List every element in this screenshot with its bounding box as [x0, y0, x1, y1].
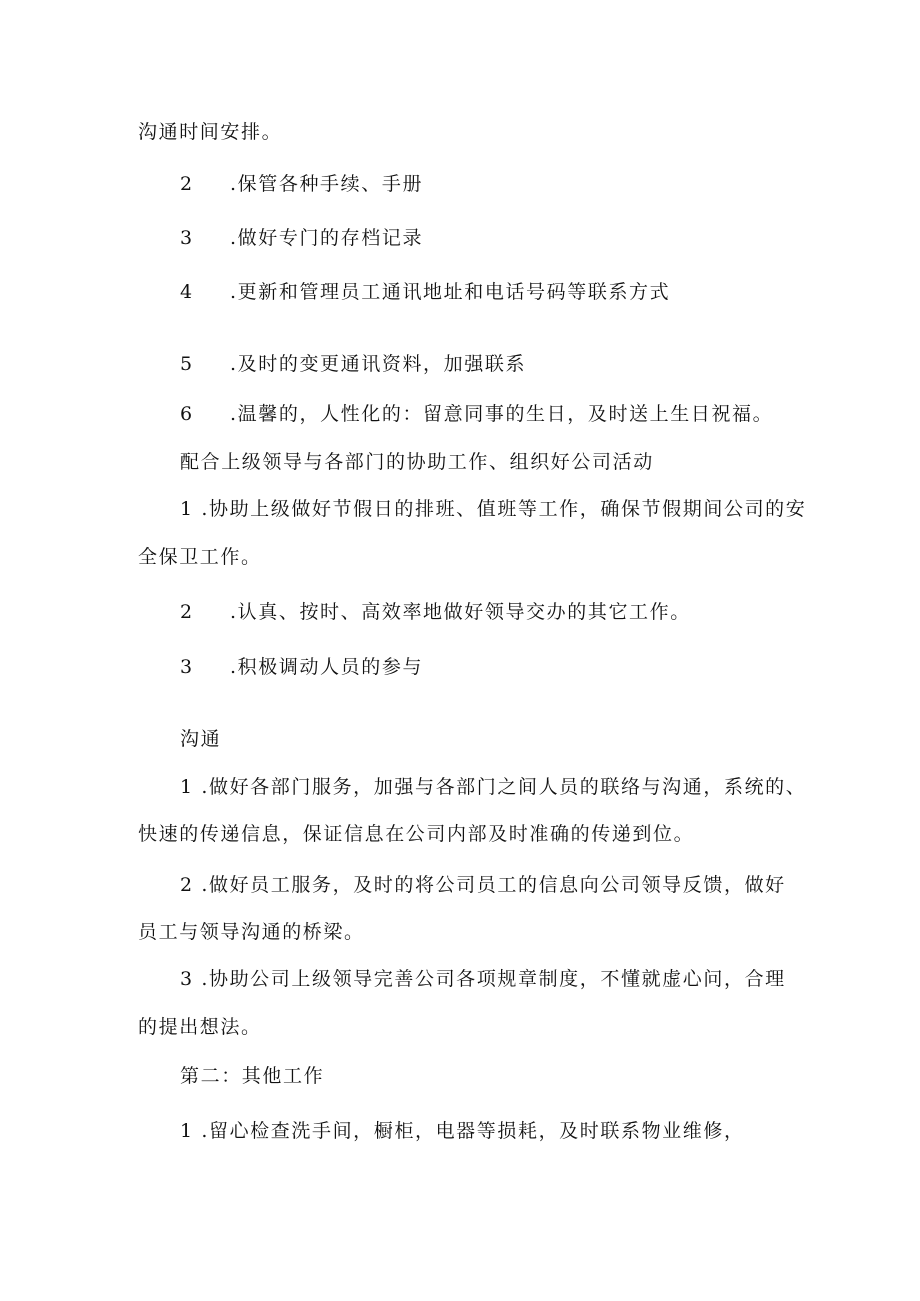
paragraph-line: 2 .做好员工服务，及时的将公司员工的信息向公司领导反馈，做好 [180, 874, 786, 896]
list-number: 3 [180, 656, 193, 678]
section-heading: 沟通 [180, 728, 222, 750]
paragraph-line: 3 .协助公司上级领导完善公司各项规章制度，不懂就虚心问，合理 [180, 968, 786, 990]
paragraph-line: 全保卫工作。 [138, 546, 262, 568]
text-line: 沟通时间安排。 [138, 121, 283, 143]
list-number: 2 [180, 173, 193, 195]
list-number: 4 [180, 281, 193, 303]
section-heading: 配合上级领导与各部门的协助工作、组织好公司活动 [180, 451, 654, 473]
list-item-text: .保管各种手续、手册 [230, 173, 424, 195]
section-heading: 第二：其他工作 [180, 1065, 325, 1087]
list-item-text: .温馨的，人性化的：留意同事的生日，及时送上生日祝福。 [230, 403, 774, 425]
paragraph-line: 1 .留心检查洗手间，橱柜，电器等损耗，及时联系物业维修， [180, 1120, 745, 1142]
paragraph-line: 1 .做好各部门服务，加强与各部门之间人员的联络与沟通，系统的、 [180, 776, 807, 798]
list-item-text: .做好专门的存档记录 [230, 227, 424, 249]
list-item-text: .积极调动人员的参与 [230, 656, 424, 678]
paragraph-line: 的提出想法。 [138, 1016, 262, 1038]
paragraph-line: 1 .协助上级做好节假日的排班、值班等工作，确保节假期间公司的安 [180, 498, 807, 520]
list-number: 5 [180, 353, 193, 375]
list-item-text: .更新和管理员工通讯地址和电话号码等联系方式 [230, 281, 671, 303]
paragraph-line: 快速的传递信息，保证信息在公司内部及时准确的传递到位。 [138, 823, 695, 845]
list-item-text: .及时的变更通讯资料，加强联系 [230, 353, 527, 375]
paragraph-line: 员工与领导沟通的桥梁。 [138, 921, 365, 943]
list-number: 2 [180, 601, 193, 623]
list-number: 6 [180, 403, 193, 425]
list-number: 3 [180, 227, 193, 249]
list-item-text: .认真、按时、高效率地做好领导交办的其它工作。 [230, 601, 691, 623]
